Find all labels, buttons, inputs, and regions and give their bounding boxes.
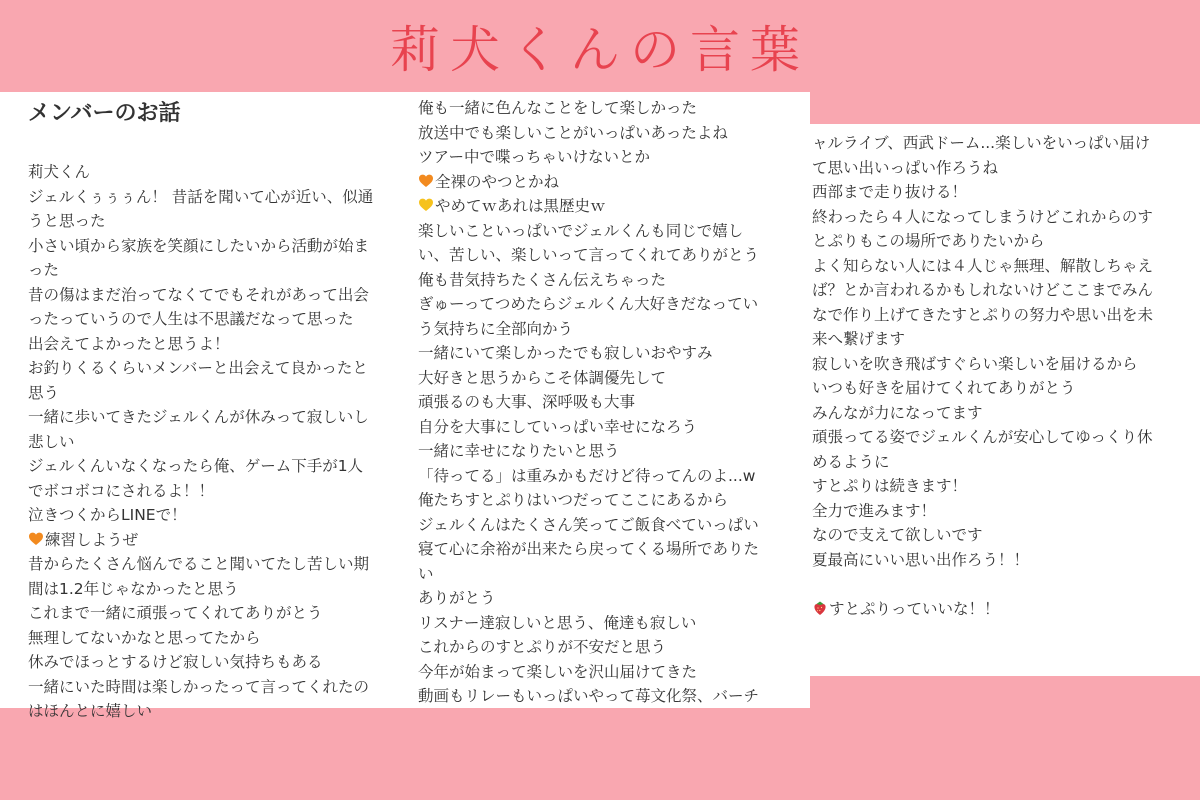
text-line: 楽しいこといっぱいでジェルくんも同じで嬉し	[418, 221, 744, 240]
orange-heart-icon	[418, 173, 434, 189]
text-line: すとぷりは続きます！	[812, 477, 968, 495]
text-line: 俺も一緒に色んなことをして楽しかった	[418, 99, 698, 117]
text-line: 泣きつくからLINEで！	[28, 506, 187, 524]
text-line: やめてｗあれは黒歴史ｗ	[418, 194, 759, 219]
text-line: 頑張るのも大事、深呼吸も大事	[418, 393, 636, 411]
text-line: 無理してないかなと思ってたから	[28, 628, 261, 647]
text-line: とぷりもこの場所でありたいから	[812, 232, 1045, 250]
text-line: 昔からたくさん悩んでること聞いてたし苦しい期	[28, 555, 370, 573]
page-title: 莉犬くんの言葉	[390, 21, 810, 79]
text-line: これまで一緒に頑張ってくれてありがとう	[28, 604, 323, 622]
text-line: ャルライブ、西武ドーム...楽しいをいっぱい届け	[812, 134, 1151, 152]
text-line: ったっていうので人生は不思議だなって思った	[28, 310, 354, 328]
text-line: て思い出いっぱい作ろうね	[812, 158, 999, 177]
text-line: めるように	[812, 452, 890, 471]
text-line: ツアー中で喋っちゃいけないとか	[418, 148, 651, 166]
text-line: すとぷりっていいな！！	[812, 597, 1153, 622]
text-line: うと思った	[28, 212, 106, 230]
text-line: 寝て心に余裕が出来たら戻ってくる場所でありた	[418, 540, 760, 558]
text-line: 終わったら４人になってしまうけどこれからのす	[812, 207, 1153, 226]
text-line: 動画もリレーもいっぱいやって苺文化祭、バーチ	[418, 687, 760, 705]
text-line: 寂しいを吹き飛ばすぐらい楽しいを届けるから	[812, 354, 1138, 373]
text-line: いつも好きを届けてくれてありがとう	[812, 379, 1076, 397]
text-column-1	[28, 160, 373, 724]
text-line: 休みでほっとするけど寂しい気持ちもある	[28, 653, 323, 671]
text-line: ば？とか言われるかもしれないけどここまでみん	[812, 281, 1154, 299]
text-line: 来へ繋げます	[812, 330, 906, 348]
text-line: でボコボコにされるよ！！	[28, 481, 215, 500]
text-line: はほんとに嬉しい	[28, 702, 153, 720]
text-line: 全力で進みます！	[812, 501, 937, 520]
text-line: う気持ちに全部向かう	[418, 319, 574, 338]
text-line	[812, 572, 1153, 597]
text-line: 今年が始まって楽しいを沢山届けてきた	[418, 662, 698, 681]
text-line: 自分を大事にしていっぱい幸せになろう	[418, 417, 698, 436]
text-line: なで作り上げてきたすとぷりの努力や思い出を未	[812, 305, 1154, 324]
text-line: った	[28, 261, 60, 279]
text-line: みんなが力になってます	[812, 403, 983, 422]
text-line: 頑張ってる姿でジェルくんが安心してゆっくり休	[812, 428, 1153, 446]
text-line: これからのすとぷりが不安だと思う	[418, 638, 667, 656]
strawberry-icon	[812, 600, 828, 616]
text-line: 一緒に歩いてきたジェルくんが休みって寂しいし	[28, 408, 369, 426]
text-column-3	[812, 131, 1153, 621]
text-line: なので支えて欲しいです	[812, 526, 983, 544]
text-line: 一緒に幸せになりたいと思う	[418, 442, 620, 460]
text-line: 全裸のやつとかね	[418, 170, 759, 195]
text-line: よく知らない人には４人じゃ無理、解散しちゃえ	[812, 256, 1154, 275]
text-line: 悲しい	[28, 432, 75, 451]
text-line: 小さい頃から家族を笑顔にしたいから活動が始ま	[28, 236, 370, 255]
text-line: 練習しようぜ	[28, 528, 373, 553]
text-column-2	[418, 96, 759, 709]
orange-heart-icon	[28, 531, 44, 547]
text-line: ぎゅーってつめたらジェルくん大好きだなってい	[418, 295, 759, 313]
text-line: 一緒にいて楽しかったでも寂しいおやすみ	[418, 344, 713, 362]
text-line: ジェルくんいなくなったら俺、ゲーム下手が1人	[28, 457, 364, 475]
text-line: ありがとう	[418, 589, 496, 607]
text-line: 夏最高にいい思い出作ろう！！	[812, 550, 1030, 569]
text-line: 間は1.2年じゃなかったと思う	[28, 579, 239, 598]
text-line: 昔の傷はまだ治ってなくてでもそれがあって出会	[28, 285, 369, 304]
text-line: 出会えてよかったと思うよ！	[28, 334, 230, 353]
text-line: い	[418, 564, 434, 583]
text-line: 「待ってる」は重みかもだけど待ってんのよ...w	[418, 466, 756, 485]
text-line: 放送中でも楽しいことがいっぱいあったよね	[418, 123, 728, 142]
text-line: い、苦しい、楽しいって言ってくれてありがとう	[418, 246, 760, 264]
text-line: お釣りくるくらいメンバーと出会えて良かったと	[28, 359, 368, 377]
text-line: 西部まで走り抜ける！	[812, 183, 968, 201]
text-line: リスナー達寂しいと思う、俺達も寂しい	[418, 613, 697, 632]
text-line: ジェルくんはたくさん笑ってご飯食べていっぱい	[418, 515, 759, 534]
text-line: 莉犬くん	[28, 163, 91, 181]
text-line: 一緒にいた時間は楽しかったって言ってくれたの	[28, 677, 370, 696]
yellow-heart-icon	[418, 197, 434, 213]
text-line: 思う	[28, 383, 60, 402]
section-heading: メンバーのお話	[28, 101, 181, 126]
text-line: 俺も昔気持ちたくさん伝えちゃった	[418, 270, 667, 289]
text-line: ジェルくぅぅぅん！ 昔話を聞いて心が近い、似通	[28, 187, 374, 206]
text-line: 俺たちすとぷりはいつだってここにあるから	[418, 491, 729, 509]
text-line: 大好きと思うからこそ体調優先して	[418, 368, 667, 387]
